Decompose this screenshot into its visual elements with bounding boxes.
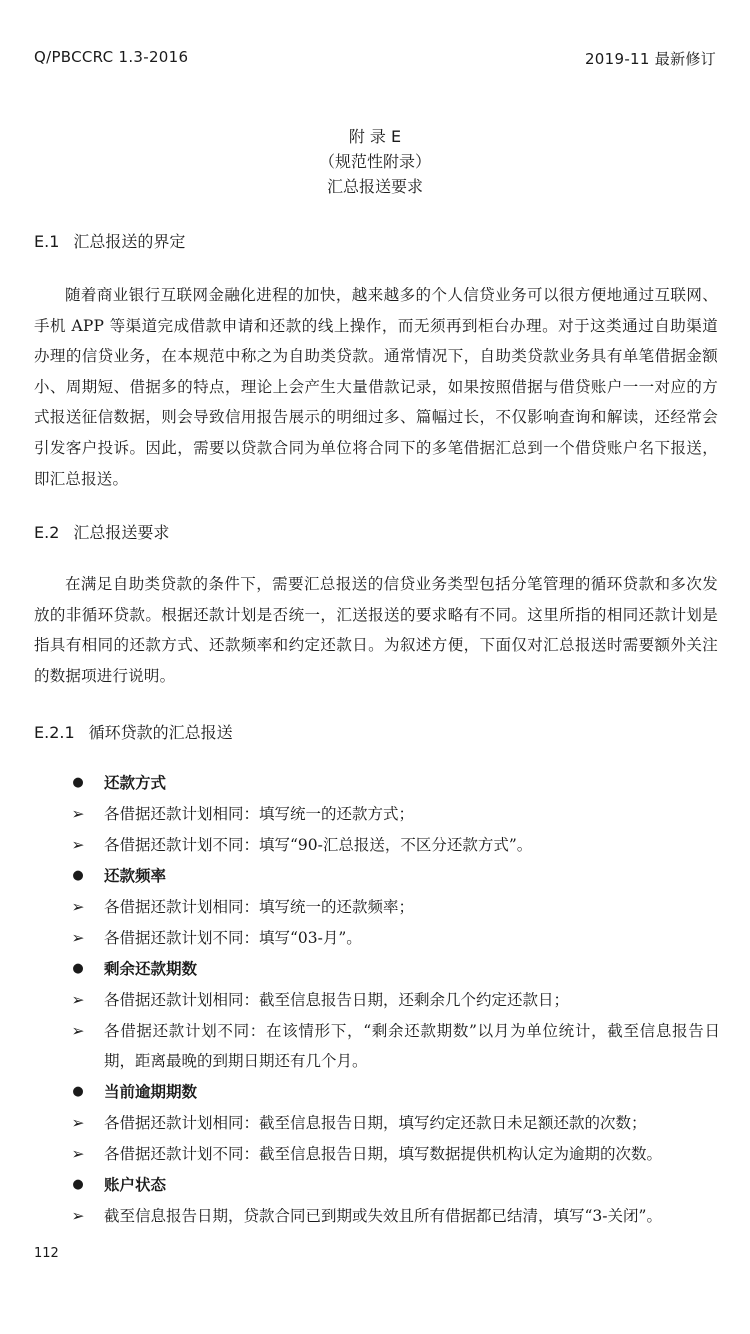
item-heading: 还款频率: [104, 867, 167, 885]
section-e2-heading: [34, 520, 169, 543]
section-title: 循环贷款的汇总报送: [88, 723, 233, 742]
item-text: 各借据还款计划相同：截至信息报告日期，还剩余几个约定还款日；: [104, 991, 570, 1009]
item-text: 各借据还款计划不同：填写“03-月”。: [104, 929, 362, 947]
item-text: 各借据还款计划不同：截至信息报告日期，填写数据提供机构认定为逾期的次数。: [104, 1145, 663, 1163]
arrow-icon: ➢: [71, 1022, 85, 1040]
arrow-icon: ➢: [71, 1114, 85, 1132]
item-text: 各借据还款计划相同：截至信息报告日期，填写约定还款日未足额还款的次数；: [104, 1114, 647, 1132]
arrow-icon: ➢: [71, 805, 85, 823]
appendix-heading: 汇总报送要求: [326, 177, 423, 196]
item-heading: 还款方式: [104, 774, 167, 792]
item-heading: 账户状态: [104, 1176, 167, 1194]
section-e21-heading: [34, 720, 233, 743]
item-text: 截至信息报告日期，贷款合同已到期或失效且所有借据都已结清，填写“3-关闭”。: [104, 1207, 662, 1225]
bullet-icon: ●: [72, 775, 84, 790]
arrow-icon: ➢: [71, 898, 85, 916]
section-e1-heading: [34, 229, 185, 252]
header-standard-code: Q/PBCCRC 1.3-2016: [34, 48, 189, 66]
section-title: 汇总报送的界定: [73, 232, 186, 251]
arrow-icon: ➢: [71, 929, 85, 947]
section-e2-paragraph: 在满足自助类贷款的条件下，需要汇总报送的信贷业务类型包括分笔管理的循环贷款和多次发放的非循环贷款。根据还款计划是否统一，汇送报送的要求略有不同。这里所指的相同还款计划是指具有相同的还款方式、还款频率和约定还款日。为叙述方便，下面仅对汇总报送时需要额外关注的数据项进行说明。: [34, 575, 718, 685]
section-e1-paragraph: 随着商业银行互联网金融化进程的加快，越来越多的个人信贷业务可以很方便地通过互联网、手机 APP 等渠道完成借款申请和还款的线上操作，而无须再到柜台办理。对于这类通过自助渠道办理的信贷业务，在本规范中称之为自助类贷款。通常情况下，自助类贷款业务具有单笔借据金额小、周期短、借据多的特点，理论上会产生大量借款记录，如果按照借据与借贷账户一一对应的方式报送征信数据，则会导致信用报告展示的明细过多、篇幅过长，不仅影响查询和解读，还经常会引发客户投诉。因此，需要以贷款合同为单位将合同下的多笔借据汇总到一个借贷账户名下报送，即汇总报送。: [34, 286, 718, 488]
appendix-label: 附 录 E: [348, 127, 402, 146]
header-revision-date: 2019-11 最新修订: [584, 50, 716, 68]
arrow-icon: ➢: [71, 1145, 85, 1163]
bullet-icon: ●: [72, 961, 84, 976]
arrow-icon: ➢: [71, 991, 85, 1009]
section-number: E.2.1: [34, 723, 75, 742]
item-text: 各借据还款计划不同：填写“90-汇总报送，不区分还款方式”。: [104, 836, 533, 854]
section-number: E.1: [34, 232, 60, 251]
section-number: E.2: [34, 523, 60, 542]
item-text: 各借据还款计划相同：填写统一的还款频率；: [104, 898, 415, 916]
item-text: 各借据还款计划不同：在该情形下，“剩余还款期数”以月为单位统计，截至信息报告日期，距离最晚的到期日期还有几个月。: [104, 1022, 720, 1070]
page-number: 112: [34, 1246, 59, 1261]
appendix-title: [0, 124, 750, 199]
item-heading: 剩余还款期数: [104, 960, 198, 978]
section-title: 汇总报送要求: [73, 523, 170, 542]
bullet-icon: ●: [72, 868, 84, 883]
item-text: 各借据还款计划相同：填写统一的还款方式；: [104, 805, 415, 823]
appendix-type: （规范性附录）: [318, 152, 431, 171]
bullet-icon: ●: [72, 1084, 84, 1099]
arrow-icon: ➢: [71, 836, 85, 854]
item-heading: 当前逾期期数: [104, 1083, 198, 1101]
bullet-icon: ●: [72, 1177, 84, 1192]
arrow-icon: ➢: [71, 1207, 85, 1225]
